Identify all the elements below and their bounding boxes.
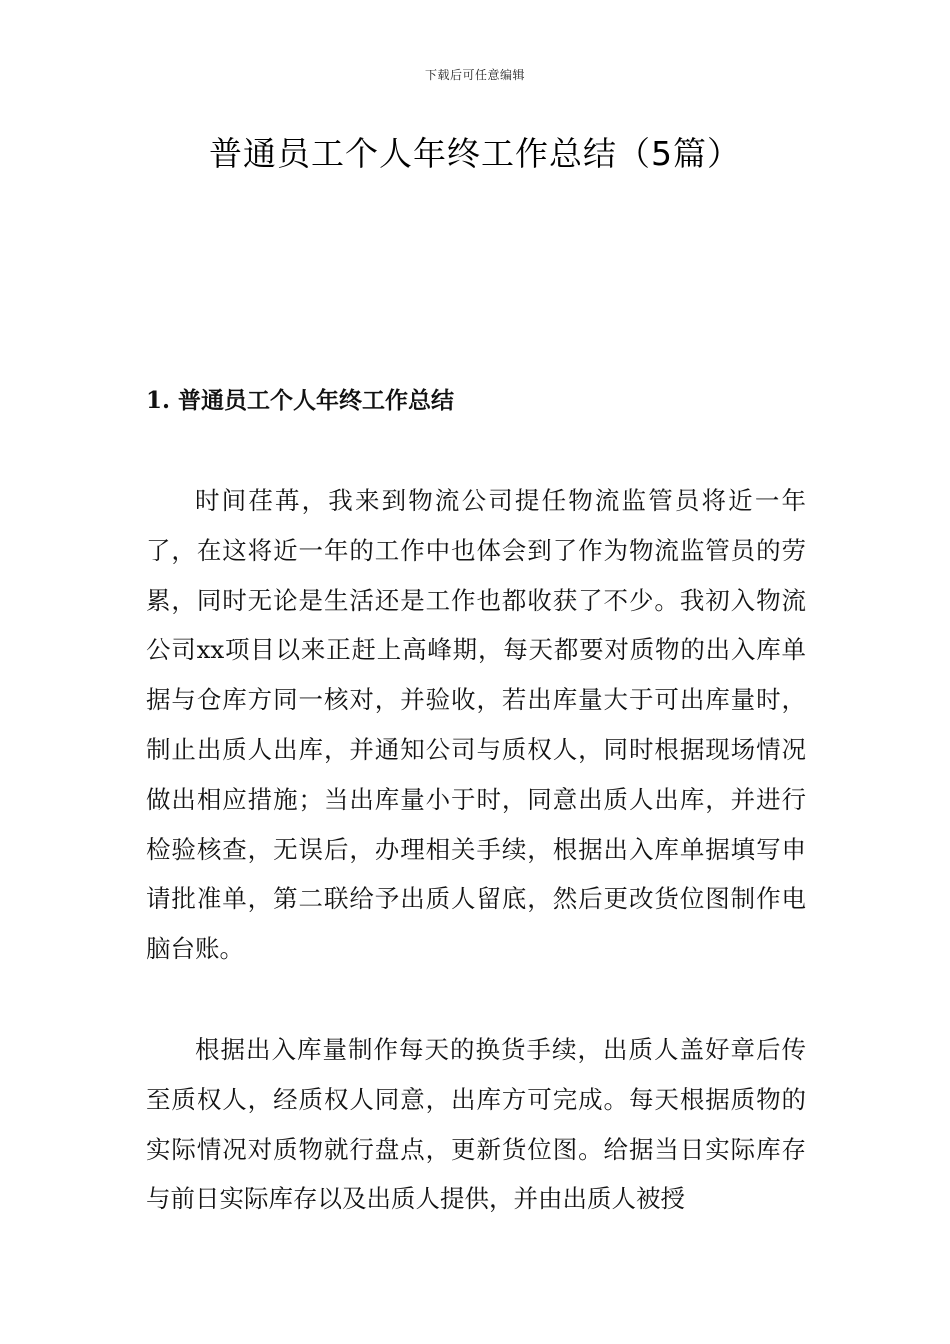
- section-heading: 1. 普通员工个人年终工作总结: [146, 387, 455, 414]
- body-paragraph: 根据出入库量制作每天的换货手续，出质人盖好章后传至质权人，经质权人同意，出库方可完成。每天根据质物的实际情况对质物就行盘点，更新货位图。给据当日实际库存与前日实际库存以及出质人提供，并由出质人被授: [146, 1035, 806, 1214]
- document-title: 普通员工个人年终工作总结（5篇）: [209, 134, 741, 173]
- body-paragraph: 时间荏苒，我来到物流公司提任物流监管员将近一年了，在这将近一年的工作中也体会到了作为物流监管员的劳累，同时无论是生活还是工作也都收获了不少。我初入物流公司xx项目以来正赶上高峰期，每天都要对质物的出入库单据与仓库方同一核对，并验收，若出库量大于可出库量时，制止出质人出库，并通知公司与质权人，同时根据现场情况做出相应措施；当出库量小于时，同意出质人出库，并进行检验核查，无误后，办理相关手续，根据出入库单据填写申请批准单，第二联给予出质人留底，然后更改货位图制作电脑台账。: [146, 486, 806, 964]
- header-note: 下载后可任意编辑: [424, 68, 525, 82]
